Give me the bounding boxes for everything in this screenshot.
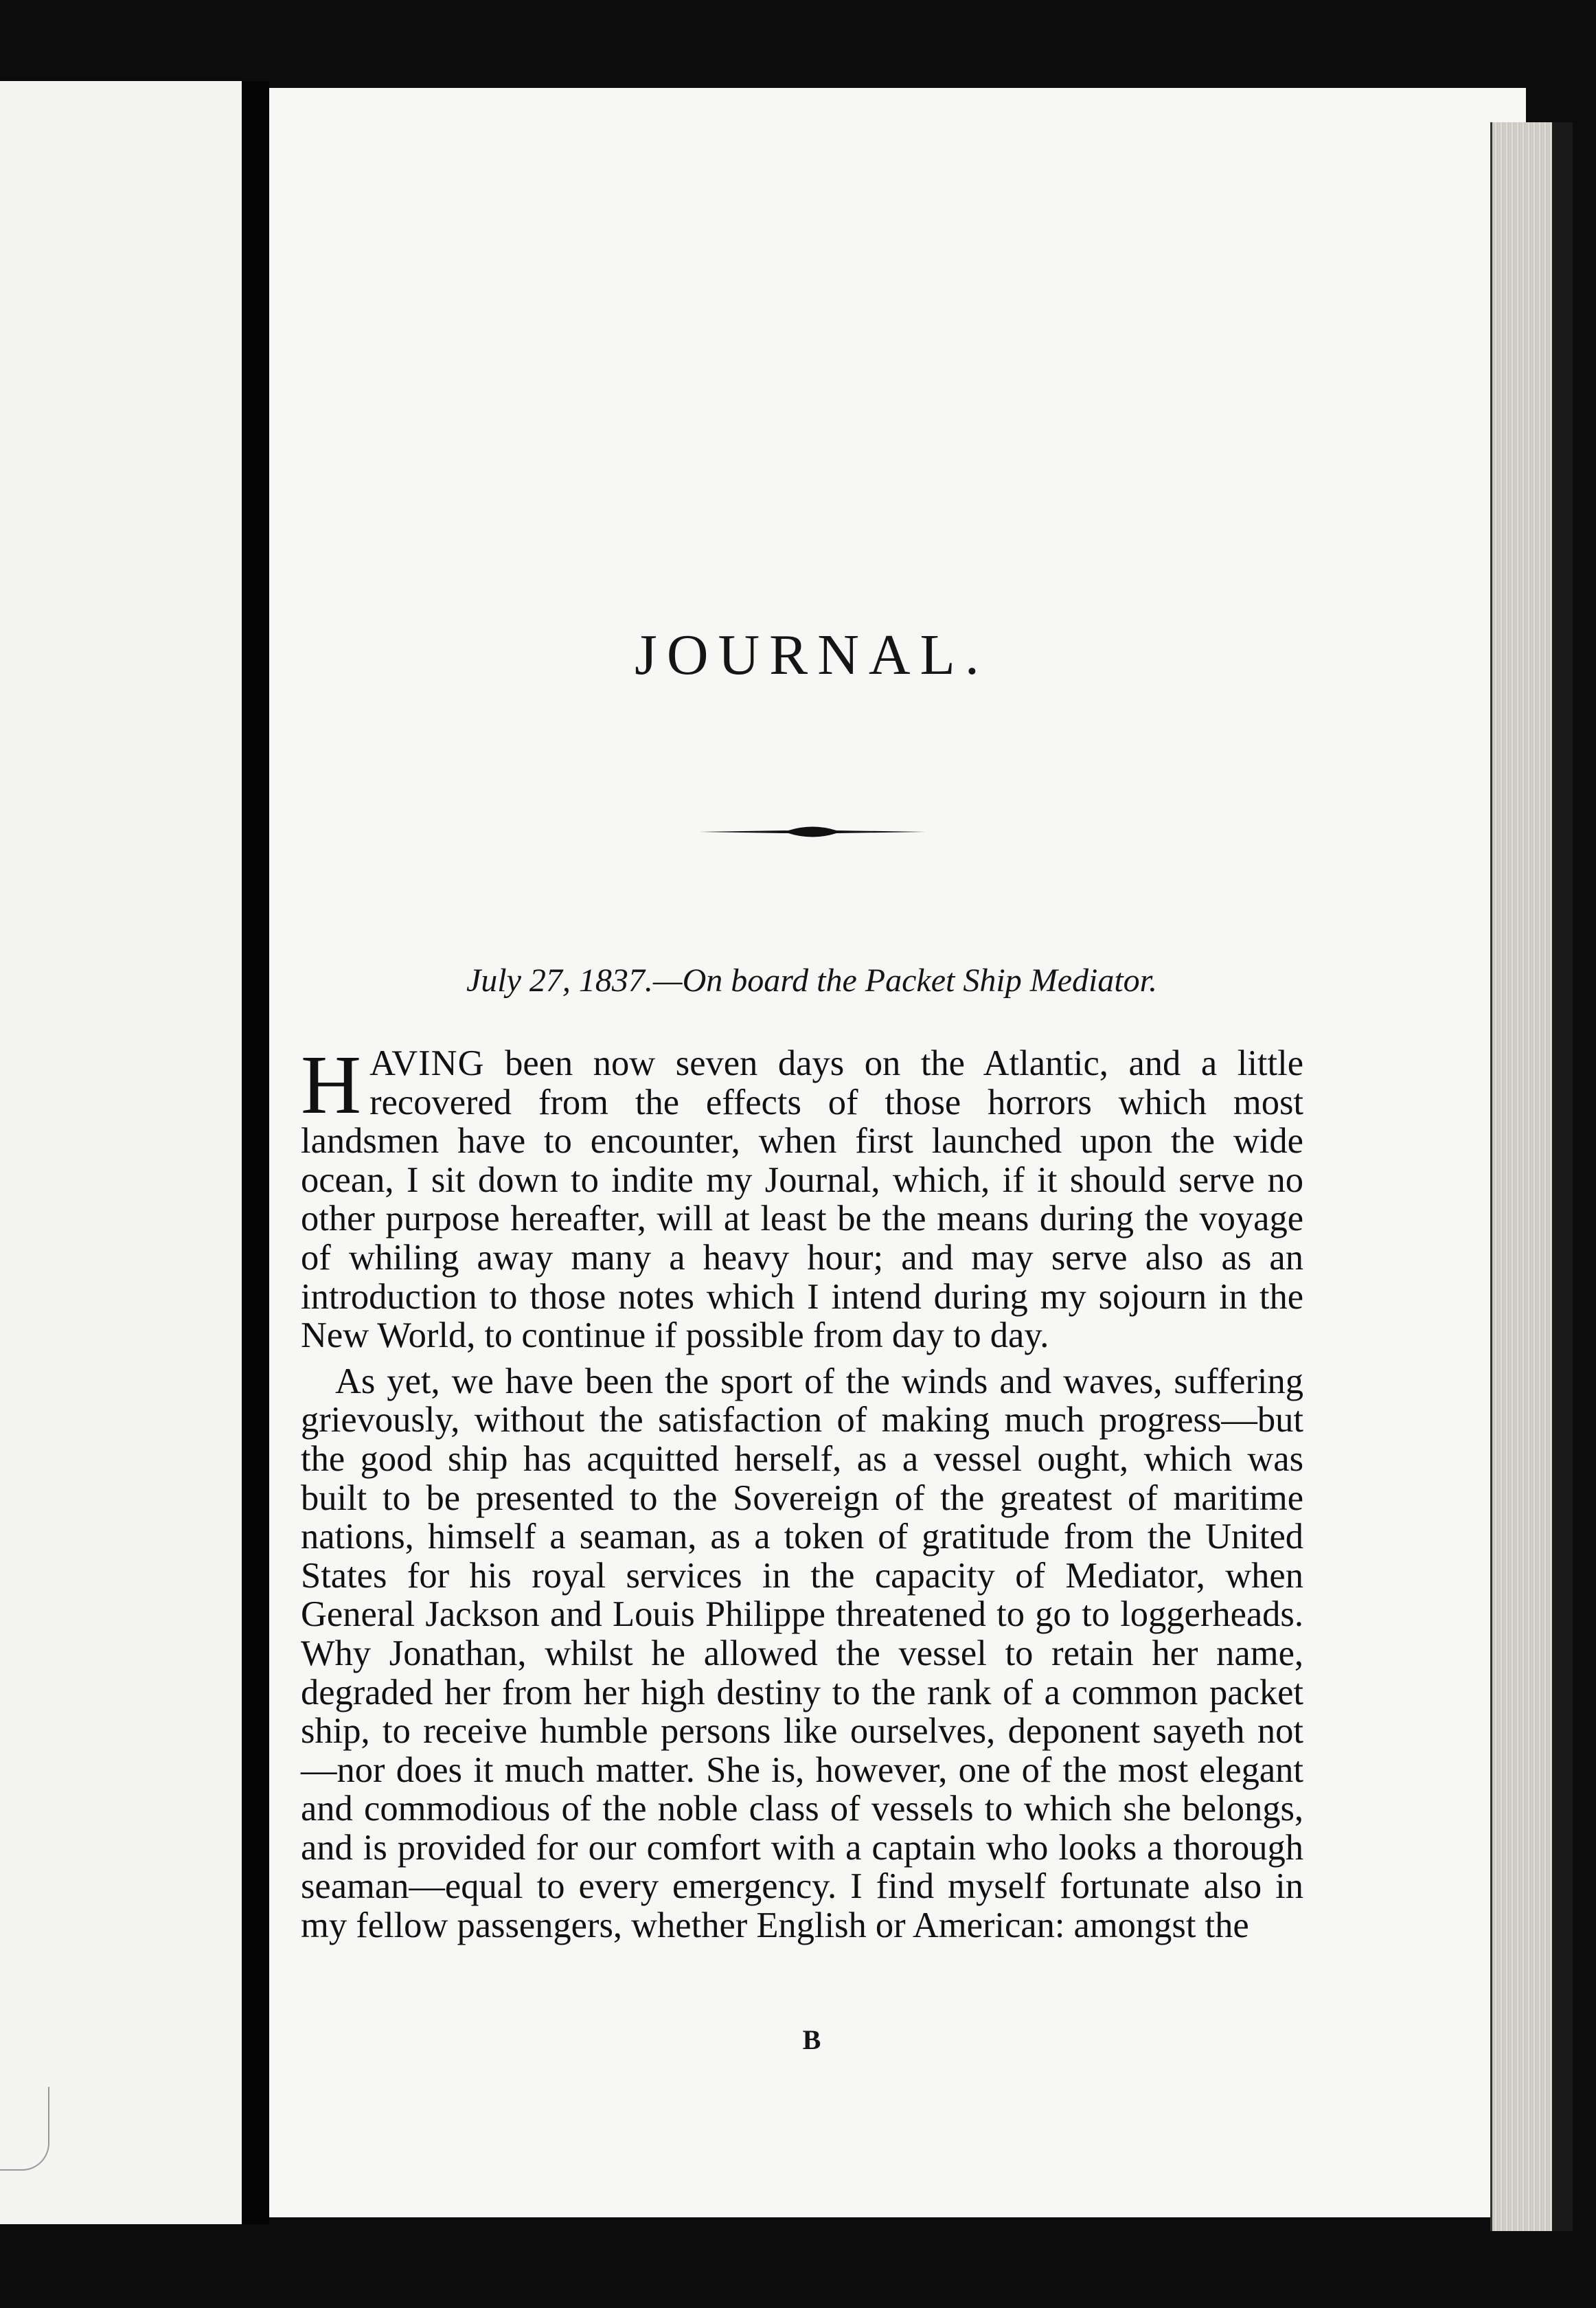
dateline: July 27, 1837.—On board the Packet Ship Mediator. (466, 962, 1158, 999)
page-heading: JOURNAL. (635, 623, 989, 687)
book-edge-shadow (1552, 122, 1573, 2231)
book-gutter (242, 81, 269, 2224)
page-crease (0, 2087, 49, 2171)
paragraph-1 (301, 1039, 1303, 1356)
previous-page (0, 81, 244, 2224)
paragraph-1-text: been now seven days on the Atlantic, and a little recovered from the effects of those horrors which most landsmen have to encounter, when first launched upon the wide ocean, I sit down to indite my Journal, which, if it should serve no other purpose hereafter, will at least be the means during the voyage of whiling away many a heavy hour; and may serve also as an introduction to those notes which I intend during my sojourn in the New World, to continue if possible from day to day. (301, 1043, 1303, 1356)
first-word-rest: AVING (369, 1043, 485, 1083)
signature-mark: B (802, 2024, 821, 2055)
body-text (301, 1039, 1303, 1952)
paragraph-2: As yet, we have been the sport of the winds and waves, suffering grievously, without the satisfaction of making much progress—but the good ship has acquitted herself, as a vessel ought, which was built to be presented to the Sovereign of the greatest of maritime nations, himself a seaman, as a token of gratitude from the United States for his royal services in the capacity of Mediator, when General Jackson and Louis Philippe threatened to go to loggerheads. Why Jonathan, whilst he allowed the vessel to retain her name, degraded her from her high destiny to the rank of a common packet ship, to receive humble persons like ourselves, deponent sayeth not—nor does it much matter. She is, however, one of the most elegant and commodious of the noble class of vessels to which she belongs, and is provided for our comfort with a captain who looks a thorough seaman—equal to every emergency. I find myself fortunate also in my fellow passengers, whether English or American: amongst the (301, 1361, 1303, 1946)
drop-cap: H (301, 1039, 362, 1131)
ornament-rule-icon (699, 822, 926, 842)
